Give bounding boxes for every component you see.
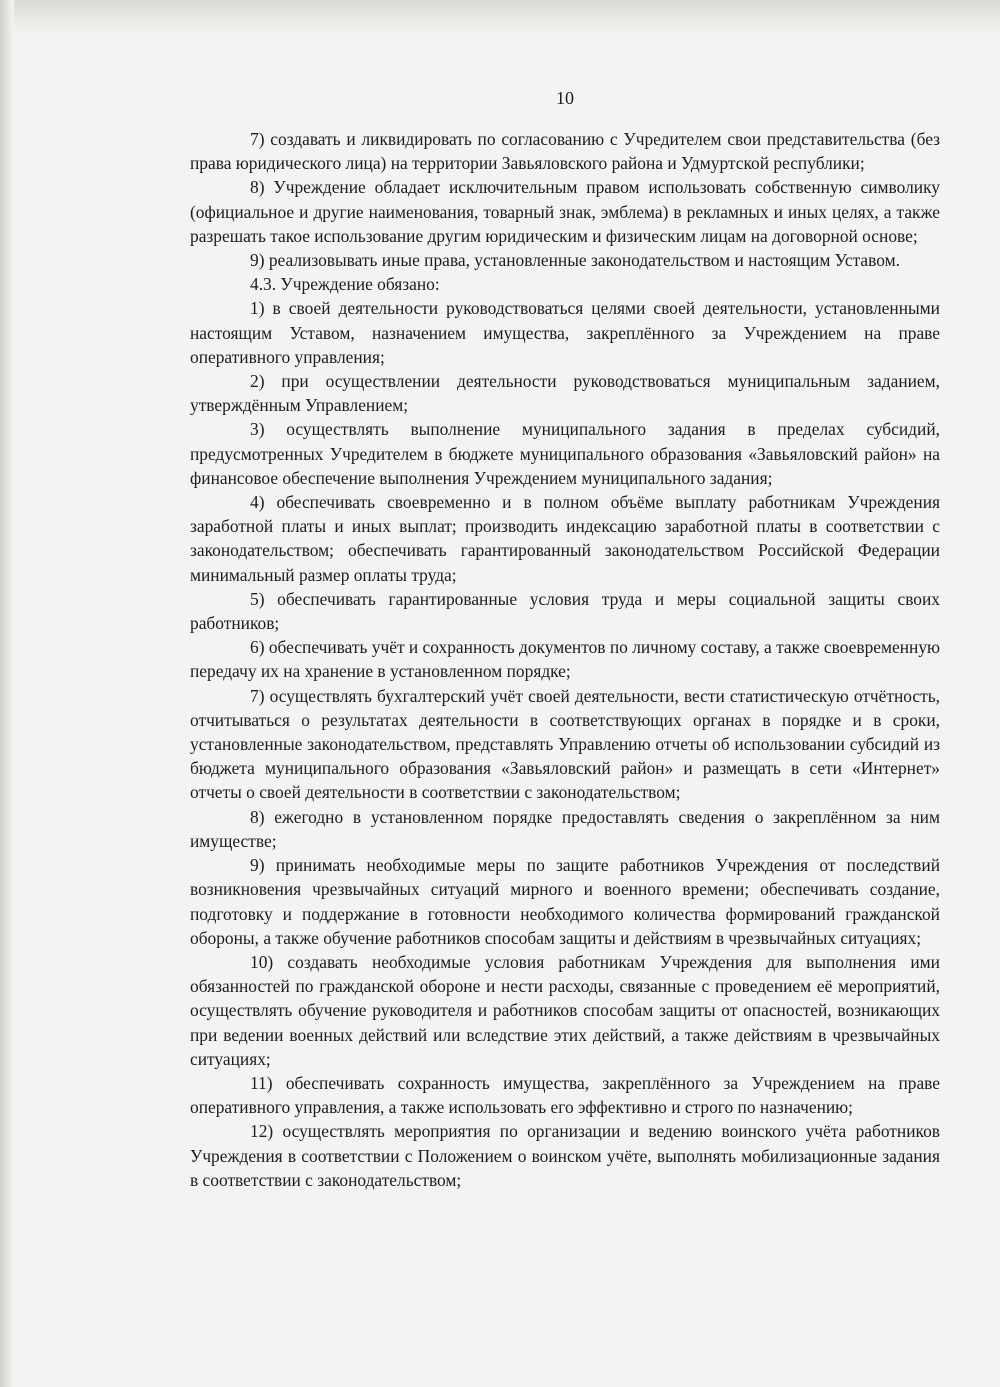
paragraph-duty-4: 4) обеспечивать своевременно и в полном объёме выплату работникам Учреждения заработной платы и иных выплат; производить индексацию заработной платы в соответствии с законодательством; обеспечивать гарантированный законодательством Российской Федерации минимальный размер оплаты труда; (190, 492, 940, 585)
page-number: 10 (556, 88, 574, 108)
paragraph-duty-1: 1) в своей деятельности руководствоваться целями своей деятельности, установленными настоящим Уставом, назначением имущества, закреплённого за Учреждением на праве оперативного управления; (190, 298, 940, 367)
paragraph-9-other-rights: 9) реализовывать иные права, установленные законодательством и настоящим Уставом. (250, 250, 900, 271)
paragraph-duty-3: 3) осуществлять выполнение муниципального задания в пределах субсидий, предусмотренных Учредителем в бюджете муниципального образования «Завьяловский район» на финансовое обеспечение выполнения Учреждением муниципального задания; (190, 419, 940, 488)
paragraph-duty-7: 7) осуществлять бухгалтерский учёт своей деятельности, вести статистическую отчётность, отчитываться о результатах деятельности в соответствующих органах в порядке и в сроки, установленные законодательством, представлять Управлению отчеты об использовании субсидий из бюджета муниципального образования «Завьяловский район» и размещать в сети «Интернет» отчеты о своей деятельности в соответствии с законодательством; (190, 685, 940, 803)
paragraph-duty-12: 12) осуществлять мероприятия по организации и ведению воинского учёта работников Учреждения в соответствии с Положением о воинском учёте, выполнять мобилизационные задания в соответствии с законодательством; (190, 1121, 940, 1190)
scan-edge (0, 0, 14, 1387)
paragraph-duty-5: 5) обеспечивать гарантированные условия труда и меры социальной защиты своих работников; (190, 588, 940, 634)
paragraph-duty-6: 6) обеспечивать учёт и сохранность документов по личному составу, а также своевременную передачу их на хранение в установленном порядке; (190, 637, 941, 682)
paragraph-duty-2: 2) при осуществлении деятельности руководствоваться муниципальным заданием, утверждённым Управлением; (190, 371, 940, 416)
paragraph-duty-8: 8) ежегодно в установленном порядке предоставлять сведения о закреплённом за ним имуществе; (190, 806, 940, 851)
paragraph-duty-9: 9) принимать необходимые меры по защите работников Учреждения от последствий возникновения чрезвычайных ситуаций мирного и военного времени; обеспечивать создание, подготовку и поддержание в готовности необходимого количества формирований гражданской обороны, а также обучение работников способам защиты и действиям в чрезвычайных ситуациях; (190, 855, 940, 948)
document-body (190, 127, 940, 1192)
paragraph-duty-11: 11) обеспечивать сохранность имущества, закреплённого за Учреждением на праве оперативного управления, а также использовать его эффективно и строго по назначению; (190, 1072, 940, 1118)
paragraph-duty-10: 10) создавать необходимые условия работникам Учреждения для выполнения ими обязанностей по гражданской обороне и нести расходы, связанные с проведением её мероприятий, осуществлять обучение руководителя и работников способам защиты от опасностей, возникающих при ведении военных действий или вследствие этих действий, а также действиям в чрезвычайных ситуациях; (190, 951, 940, 1069)
scan-shadow (0, 0, 1000, 36)
paragraph-8-symbolics: 8) Учреждение обладает исключительным правом использовать собственную символику (официальное и другие наименования, товарный знак, эмблема) в рекламных и иных целях, а также разрешать такое использование другим юридическим и физическим лицам на договорной основе; (190, 177, 940, 246)
section-heading-4-3: 4.3. Учреждение обязано: (250, 274, 440, 295)
paragraph-7-representations: 7) создавать и ликвидировать по согласованию с Учредителем свои представительства (без права юридического лица) на территории Завьяловского района и Удмуртской республики; (190, 129, 940, 174)
